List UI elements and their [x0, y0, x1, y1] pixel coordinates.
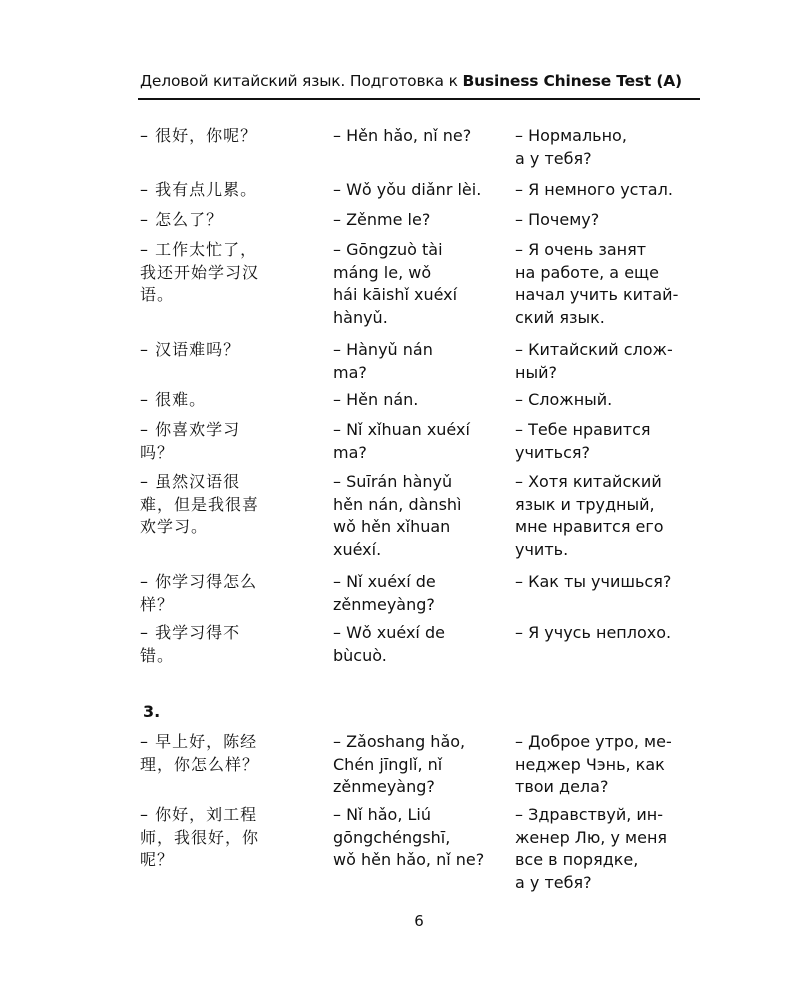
- chinese-text: – 工作太忙了， 我还开始学习汉 语。: [140, 240, 260, 304]
- russian-text: – Доброе утро, ме- неджер Чэнь, как твои дела?: [515, 732, 672, 796]
- pinyin-text: – Gōngzuò tài máng le, wǒ hái kāishǐ xuéxí hànyǔ.: [333, 240, 458, 327]
- chinese-text: – 怎么了？: [140, 210, 224, 229]
- pinyin-text: – Nǐ xuéxí de zěnmeyàng?: [333, 572, 436, 614]
- russian-text: – Я учусь неплохо.: [515, 623, 672, 642]
- russian-text: – Сложный.: [515, 390, 613, 409]
- chinese-text: – 汉语难吗？: [140, 340, 241, 359]
- pinyin-text: – Nǐ hǎo, Liú gōngchéngshī, wǒ hěn hǎo, nǐ ne?: [333, 805, 485, 869]
- pinyin-text: – Nǐ xǐhuan xuéxí ma?: [333, 420, 470, 462]
- russian-text: – Я очень занят на работе, а еще начал учить китай- ский язык.: [515, 240, 679, 327]
- running-head-regular: Деловой китайский язык. Подготовка к: [140, 72, 463, 90]
- page-number: 6: [414, 912, 424, 930]
- chinese-text: – 你好，刘工程 师，我很好，你 呢？: [140, 805, 260, 869]
- pinyin-text: – Wǒ xuéxí de bùcuò.: [333, 623, 445, 665]
- chinese-text: – 我学习得不 错。: [140, 623, 241, 665]
- russian-text: – Нормально, а у тебя?: [515, 126, 627, 168]
- pinyin-text: – Zǎoshang hǎo, Chén jīnglǐ, nǐ zěnmeyàng?: [333, 732, 466, 796]
- russian-text: – Почему?: [515, 210, 600, 229]
- pinyin-text: – Wǒ yǒu diǎnr lèi.: [333, 180, 482, 199]
- pinyin-text: – Hěn nán.: [333, 390, 419, 409]
- pinyin-text: – Hěn hǎo, nǐ ne?: [333, 126, 472, 145]
- russian-text: – Я немного устал.: [515, 180, 673, 199]
- running-head: [140, 72, 698, 90]
- chinese-text: – 早上好，陈经 理，你怎么样？: [140, 732, 260, 774]
- header-rule: [138, 98, 700, 100]
- pinyin-text: – Hànyǔ nán ma?: [333, 340, 433, 382]
- section-number: 3.: [143, 702, 161, 721]
- chinese-text: – 你学习得怎么 样？: [140, 572, 258, 614]
- russian-text: – Тебе нравится учиться?: [515, 420, 651, 462]
- running-head-bold: Business Chinese Test (A): [462, 72, 682, 90]
- chinese-text: – 很难。: [140, 390, 207, 409]
- chinese-text: – 很好，你呢？: [140, 126, 258, 145]
- russian-text: – Китайский слож- ный?: [515, 340, 673, 382]
- pinyin-text: – Zěnme le?: [333, 210, 431, 229]
- russian-text: – Хотя китайский язык и трудный, мне нравится его учить.: [515, 472, 664, 559]
- russian-text: – Здравствуй, ин- женер Лю, у меня все в порядке, а у тебя?: [515, 805, 668, 892]
- chinese-text: – 我有点儿累。: [140, 180, 258, 199]
- pinyin-text: – Suīrán hànyǔ hěn nán, dànshì wǒ hěn xǐhuan xuéxí.: [333, 472, 462, 559]
- chinese-text: – 你喜欢学习 吗？: [140, 420, 241, 462]
- chinese-text: – 虽然汉语很 难，但是我很喜 欢学习。: [140, 472, 260, 536]
- russian-text: – Как ты учишься?: [515, 572, 672, 591]
